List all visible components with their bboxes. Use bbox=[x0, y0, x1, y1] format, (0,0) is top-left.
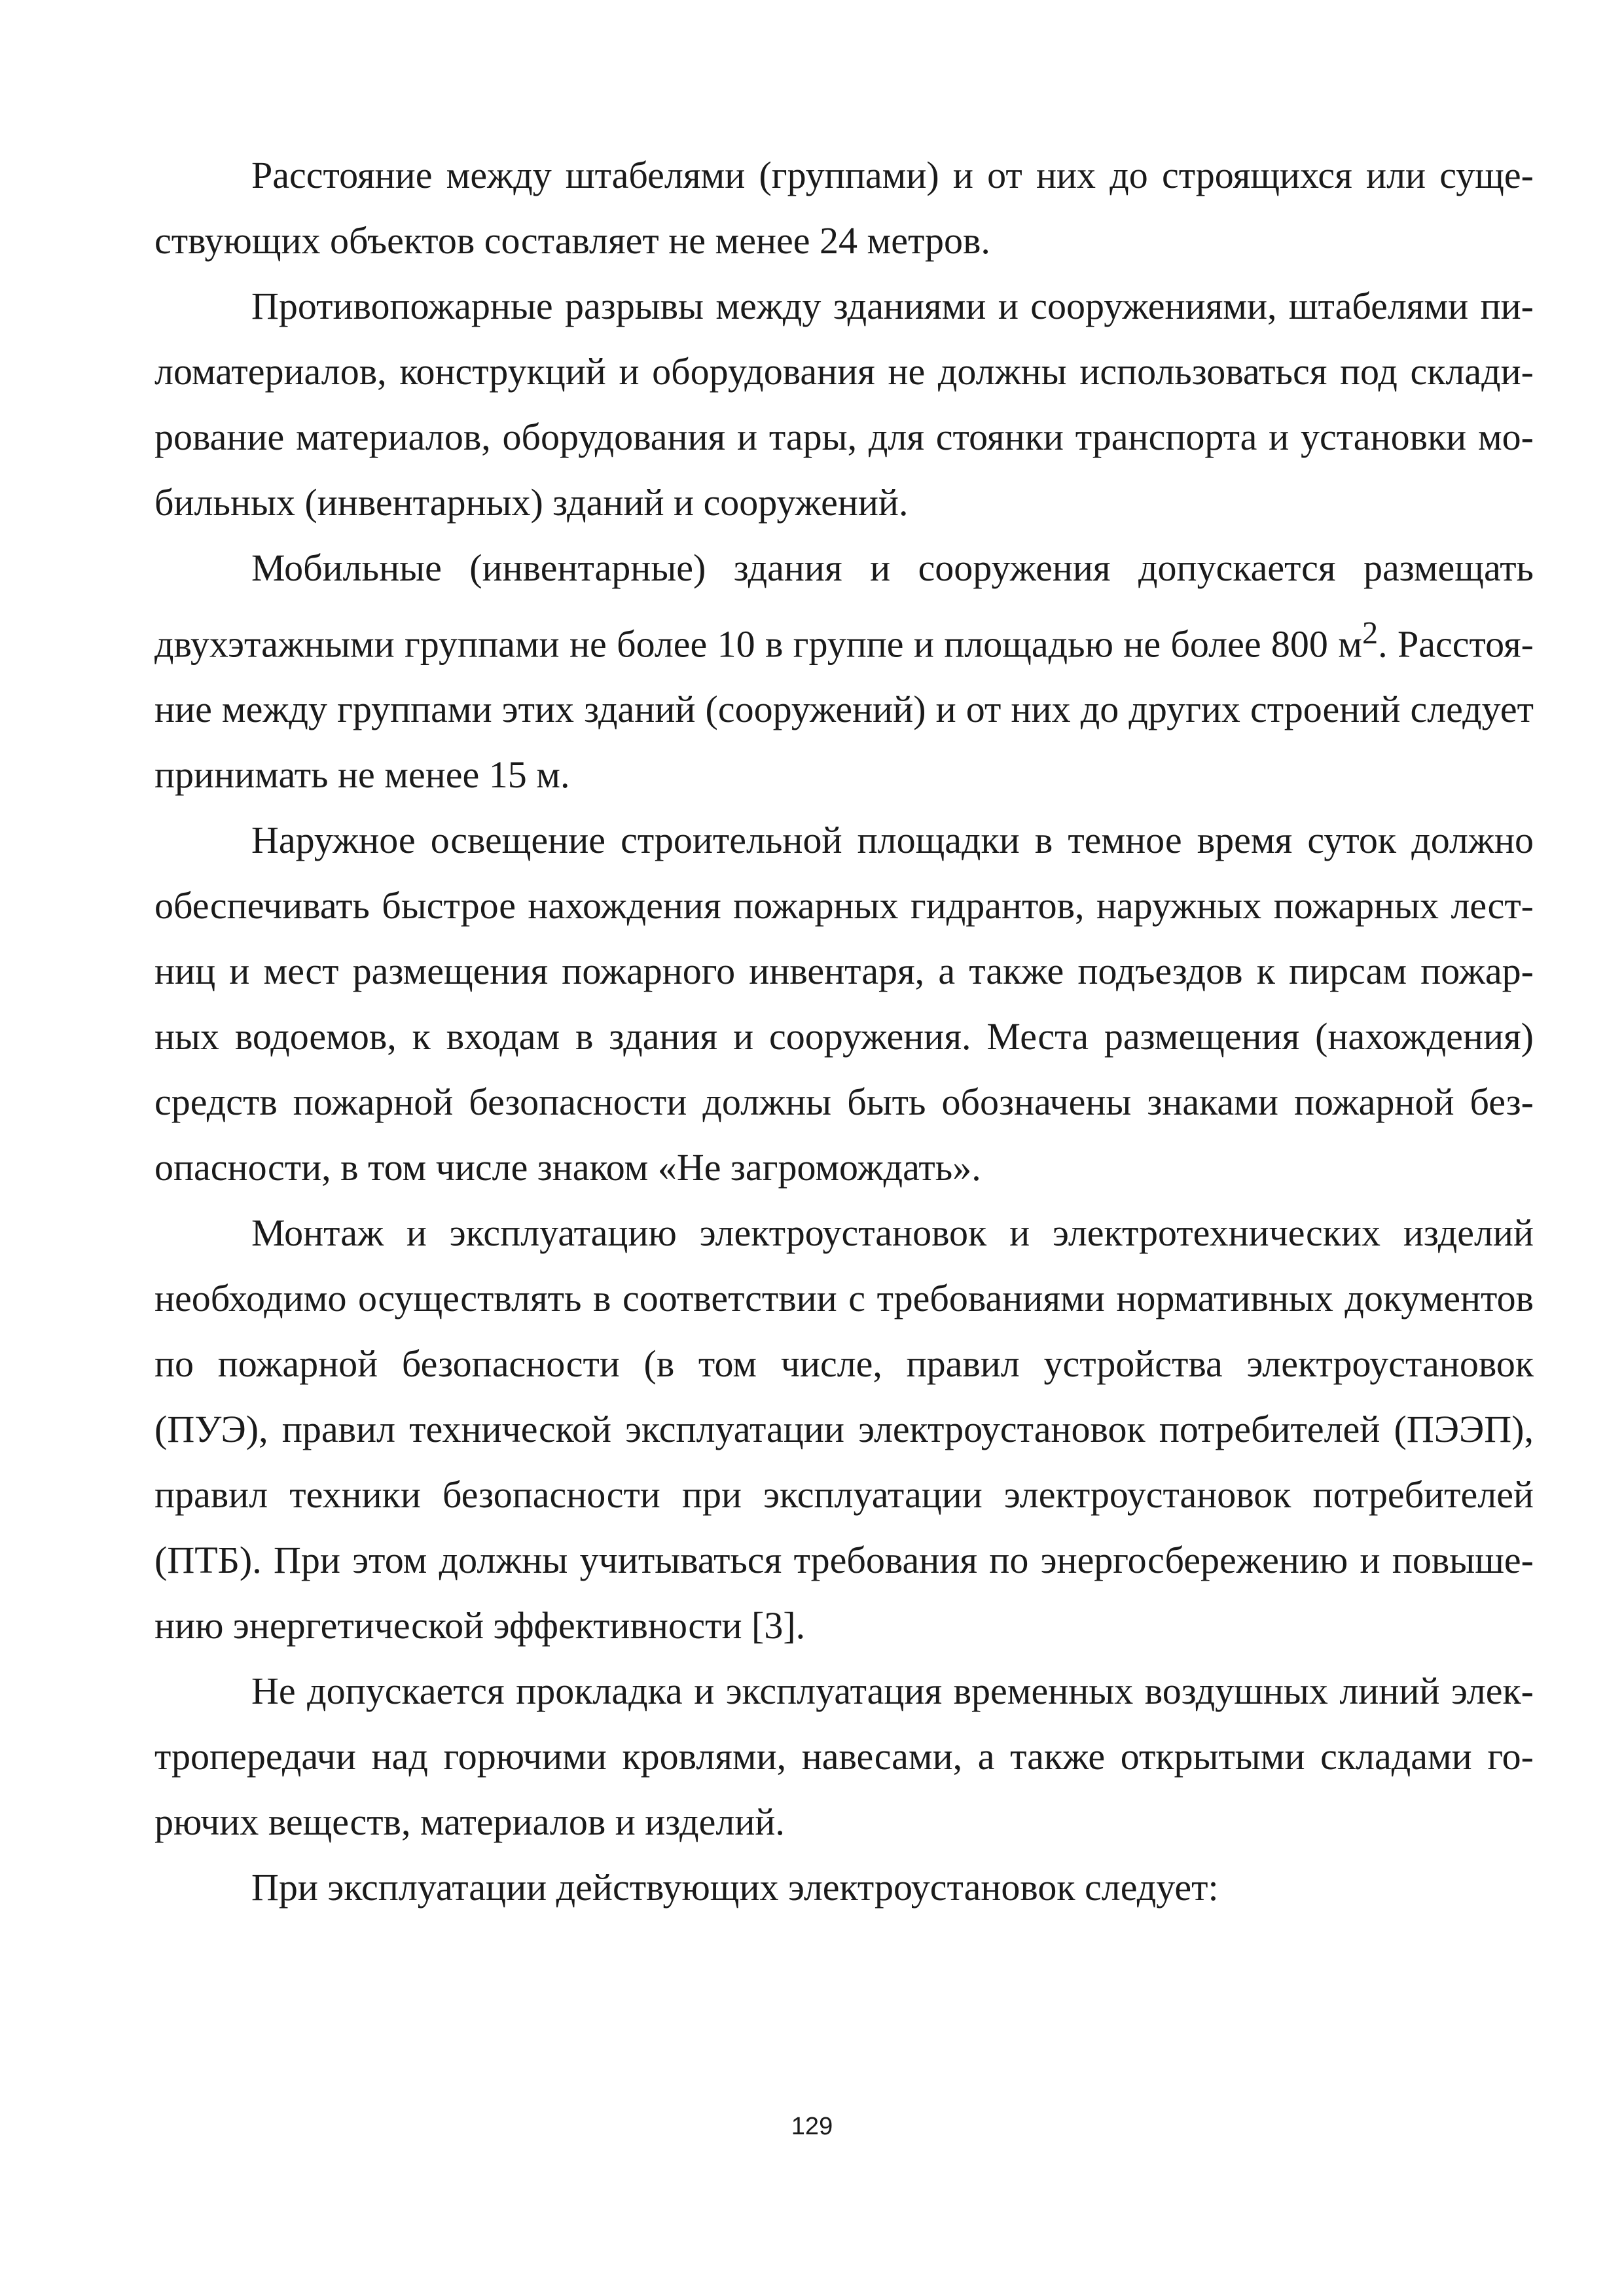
mobile-text-start: Мобильные (инвентарные) здания и сооружения допускается размещать двухэтажными группами не более 10 в группе и площадью не более 800 м bbox=[154, 547, 1534, 666]
page-number: 129 bbox=[791, 2113, 833, 2140]
paragraph-electrical-installation: Монтаж и эксплуатацию электроустановок и электротехнических изделий необходимо осуществлять в соответствии с требованиями нормативных документов по пожарной безопасности (в том числе, правил устройства электроустановок (ПУЭ), правил технической эксплуатации электроустановок потребителей (ПЭЭП), правил техники безопасности при эксплуатации электроустановок потребителей (ПТБ). При этом должны учитываться требования по энергосбережению и повышению энергетической эффективности [3]. bbox=[154, 1211, 1534, 1647]
paragraph-overhead-lines: Не допускается прокладка и эксплуатация временных воздушных линий электропередачи над горючими кровлями, навесами, а также открытыми складами горючих веществ, материалов и изделий. bbox=[154, 1670, 1534, 1844]
area-unit-superscript: 2 bbox=[1362, 616, 1379, 651]
paragraph-operation-intro: При эксплуатации действующих электроустановок следует: bbox=[251, 1866, 1219, 1909]
mobile-text-end: . Расстояние между группами этих зданий (сооружений) и от них до других строений следует принимать не менее 15 м. bbox=[154, 622, 1534, 797]
paragraph-outdoor-lighting: Наружное освещение строительной площадки в темное время суток должно обеспечивать быстрое нахождения пожарных гидрантов, наружных пожарных лестниц и мест размещения пожарного инвентаря, а также подъездов к пирсам пожарных водоемов, к входам в здания и сооружения. Места размещения (нахождения) средств пожарной безопасности должны быть обозначены знаками пожарной безопасности, в том числе знаком «Не загромождать». bbox=[154, 819, 1534, 1189]
paragraph-mobile-buildings bbox=[154, 535, 1534, 808]
document-body bbox=[154, 143, 1534, 1920]
paragraph-fire-breaks: Противопожарные разрывы между зданиями и сооружениями, штабелями пиломатериалов, конструкций и оборудования не должны использоваться под складирование материалов, оборудования и тары, для стоянки транспорта и установки мобильных (инвентарных) зданий и сооружений. bbox=[154, 285, 1534, 524]
paragraph-stack-distance: Расстояние между штабелями (группами) и от них до строящихся или существующих объектов составляет не менее 24 метров. bbox=[154, 154, 1534, 262]
